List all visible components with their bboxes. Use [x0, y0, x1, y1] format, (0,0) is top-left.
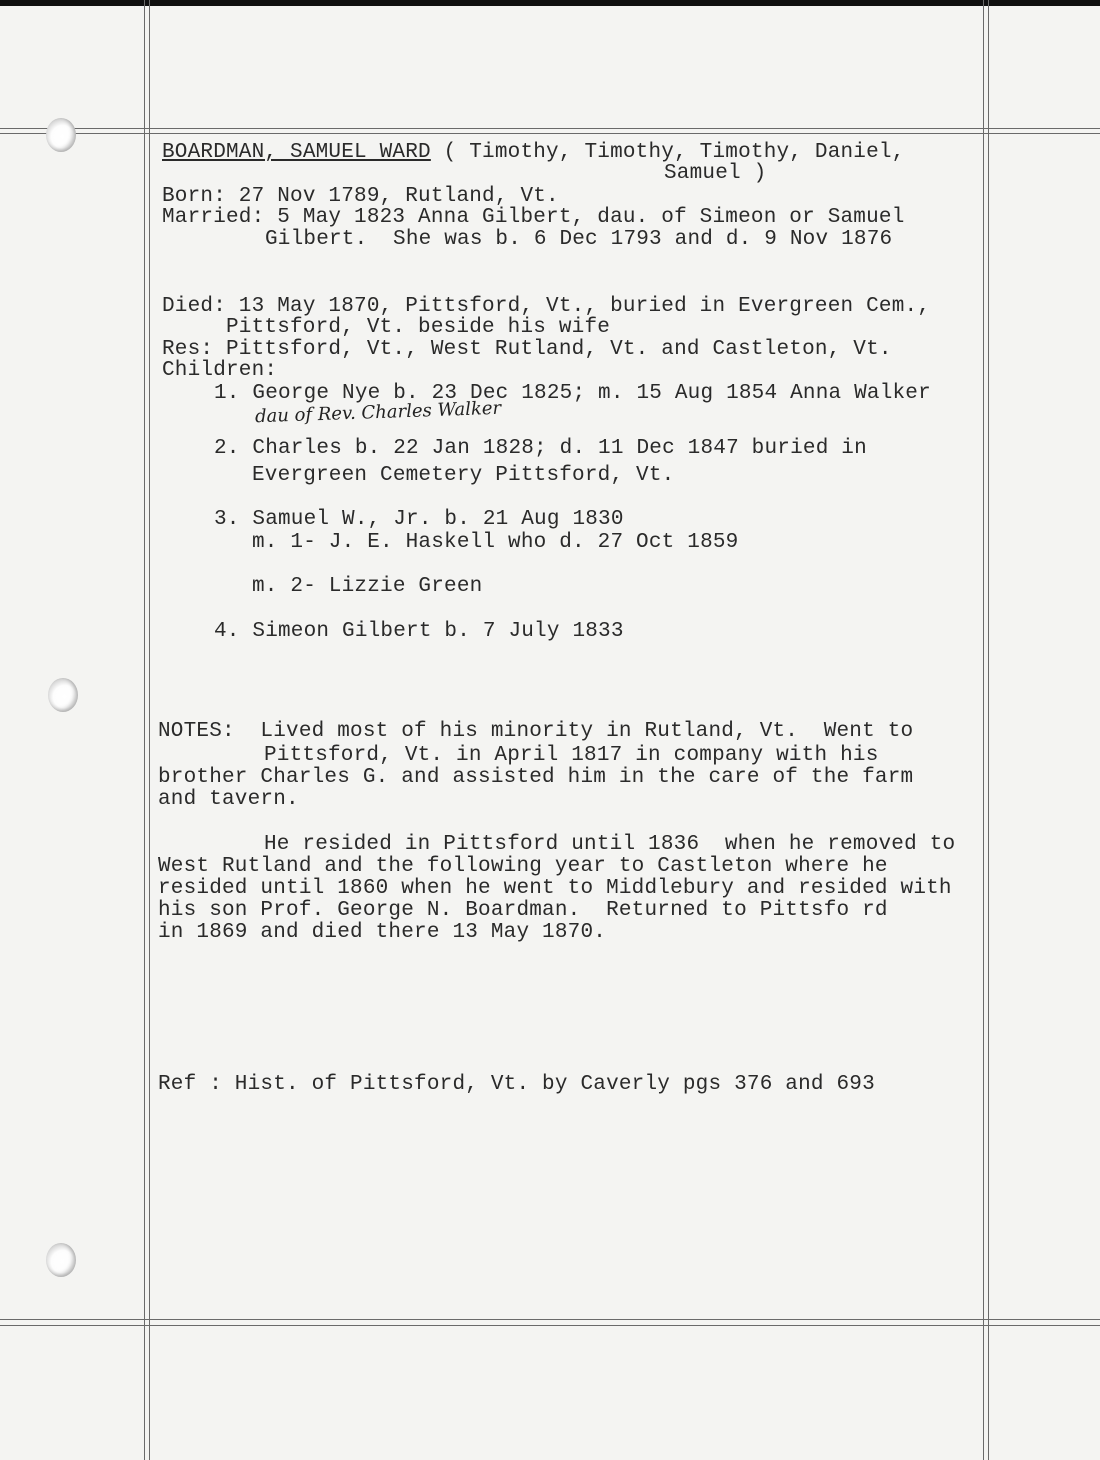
- married-line: Married: 5 May 1823 Anna Gilbert, dau. of Simeon or Samuel: [162, 206, 905, 229]
- left-margin-rule: [144, 0, 145, 1460]
- record-header: [162, 142, 905, 164]
- residence-line: Res: Pittsford, Vt., West Rutland, Vt. and Castleton, Vt.: [162, 338, 892, 361]
- scan-top-edge: [0, 0, 1100, 6]
- reference-line: Ref : Hist. of Pittsford, Vt. by Caverly pgs 376 and 693: [158, 1073, 875, 1096]
- left-margin-rule: [149, 0, 150, 1460]
- right-margin-rule: [983, 0, 984, 1460]
- subject-name: BOARDMAN, SAMUEL WARD: [162, 141, 431, 164]
- punch-hole: [46, 118, 76, 152]
- top-rule: [0, 128, 1100, 129]
- punch-hole: [48, 678, 78, 712]
- top-rule: [0, 133, 1100, 134]
- notes-line: He resided in Pittsford until 1836 when he removed to: [264, 833, 956, 856]
- bottom-rule: [0, 1319, 1100, 1320]
- notes-line: and tavern.: [158, 788, 299, 811]
- children-label: Children:: [162, 359, 278, 382]
- handwritten-annotation: dau of Rev. Charles Walker: [254, 397, 502, 428]
- child-entry-continued: m. 1- J. E. Haskell who d. 27 Oct 1859: [252, 531, 739, 554]
- child-entry: 3. Samuel W., Jr. b. 21 Aug 1830: [214, 508, 624, 531]
- child-entry: 4. Simeon Gilbert b. 7 July 1833: [214, 620, 624, 643]
- notes-line: resided until 1860 when he went to Middlebury and resided with: [158, 877, 952, 900]
- child-entry-continued: Evergreen Cemetery Pittsford, Vt.: [252, 464, 675, 487]
- notes-line: NOTES: Lived most of his minority in Rutland, Vt. Went to: [158, 720, 914, 743]
- right-margin-rule: [988, 0, 989, 1460]
- died-line: Died: 13 May 1870, Pittsford, Vt., buried in Evergreen Cem.,: [162, 295, 931, 318]
- child-entry: 2. Charles b. 22 Jan 1828; d. 11 Dec 1847 buried in: [214, 437, 867, 460]
- died-line-continued: Pittsford, Vt. beside his wife: [226, 316, 611, 339]
- notes-line: West Rutland and the following year to Castleton where he: [158, 855, 888, 878]
- ancestry-line-continued: Samuel ): [664, 162, 767, 185]
- child-entry: 1. George Nye b. 23 Dec 1825; m. 15 Aug 1854 Anna Walker: [214, 382, 931, 405]
- notes-line: his son Prof. George N. Boardman. Returned to Pittsfo rd: [158, 899, 888, 922]
- married-line-continued: Gilbert. She was b. 6 Dec 1793 and d. 9 Nov 1876: [265, 228, 893, 251]
- punch-hole: [46, 1243, 76, 1277]
- notes-line: Pittsford, Vt. in April 1817 in company with his: [264, 744, 879, 767]
- ancestry-line: ( Timothy, Timothy, Timothy, Daniel,: [430, 141, 905, 164]
- notes-line: in 1869 and died there 13 May 1870.: [158, 921, 607, 944]
- bottom-rule: [0, 1325, 1100, 1326]
- born-line: Born: 27 Nov 1789, Rutland, Vt.: [162, 185, 559, 208]
- notes-line: brother Charles G. and assisted him in the care of the farm: [158, 766, 914, 789]
- child-entry-continued: m. 2- Lizzie Green: [252, 575, 483, 598]
